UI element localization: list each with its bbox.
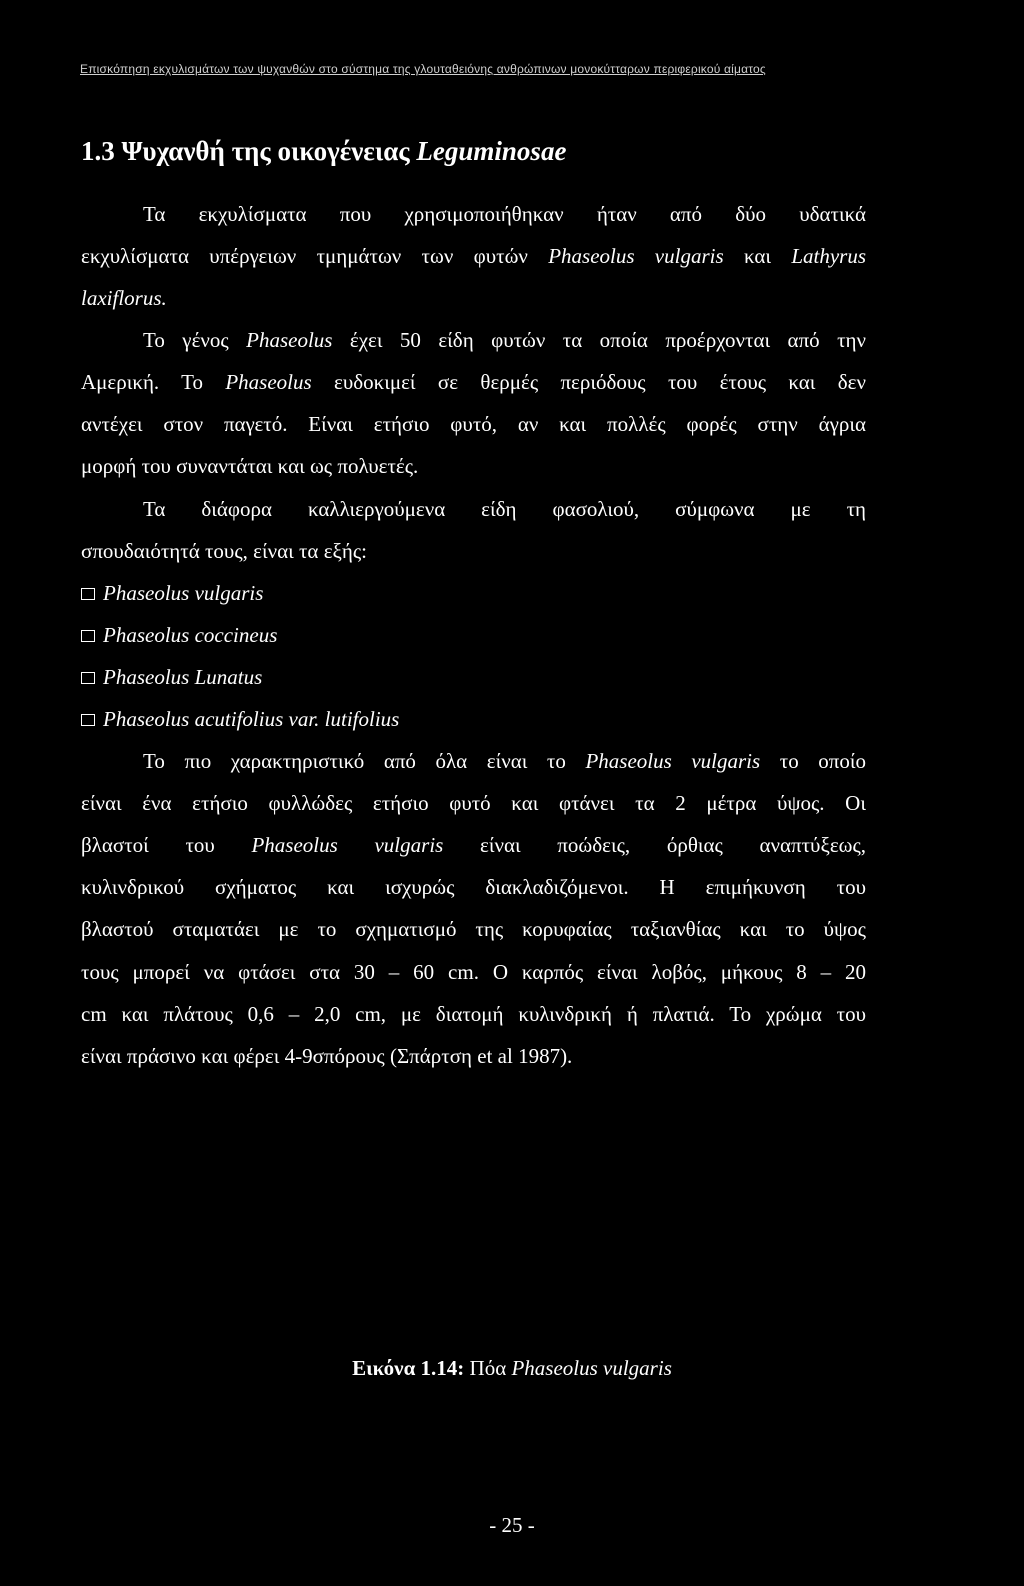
paragraph-4-line-6: τους μπορεί να φτάσει στα 30 – 60 cm. Ο καρπός είναι λοβός, μήκους 8 – 20 [81,960,866,984]
paragraph-1-line-1: Τα εκχυλίσματα που χρησιμοποιήθηκαν ήταν από δύο υδατικά [143,202,866,226]
running-header: Επισκόπηση εκχυλισμάτων των ψυχανθών στο σύστημα της γλουταθειόνης ανθρώπινων μονοκύτταρων περιφερικού αίματος [80,62,766,76]
text-span: Αμερική. Το [81,370,204,394]
species-name: Phaseolus vulgaris [548,244,724,268]
section-heading-family: Leguminosae [416,136,567,166]
paragraph-2-line-4: μορφή του συναντάται και ως πολυετές. [81,454,419,478]
section-heading-text: 1.3 Ψυχανθή της οικογένειας [81,136,410,166]
text-span: το οποίο [779,749,867,773]
text-span: εκχυλίσματα υπέργειων τμημάτων των φυτών [81,244,528,268]
text-span: Το πιο χαρακτηριστικό από όλα είναι το [143,749,566,773]
paragraph-2-line-1 [81,328,866,352]
paragraph-4-line-5: βλαστού σταματάει με το σχηματισμό της κορυφαίας ταξιανθίας και το ύψος [81,917,866,941]
paragraph-3-line-2: σπουδαιότητά τους, είναι τα εξής: [81,539,368,563]
text-span: είναι ποώδεις, όρθιας αναπτύξεως, [480,833,867,857]
paragraph-4-line-4: κυλινδρικού σχήματος και ισχυρώς διακλαδιζόμενοι. Η επιμήκυνση του [81,875,866,899]
caption-text: Πόα [469,1356,507,1380]
genus-name: Phaseolus [225,370,312,394]
figure-caption [0,1356,1024,1381]
species-name: Phaseolus coccineus [103,623,278,647]
paragraph-2-line-3: αντέχει στον παγετό. Είναι ετήσιο φυτό, αν και πολλές φορές στην άγρια [81,412,866,436]
paragraph-1-line-3 [81,286,866,310]
text-span: ευδοκιμεί σε θερμές περιόδους του έτους και δεν [334,370,866,394]
text-span: και [743,244,772,268]
species-list-item [81,581,866,605]
paragraph-4-line-7: cm και πλάτους 0,6 – 2,0 cm, με διατομή κυλινδρική ή πλατιά. Το χρώμα του [81,1002,866,1026]
caption-label: Εικόνα 1.14: [352,1356,465,1380]
paragraph-2-line-2 [81,370,866,394]
paragraph-3-line-1: Τα διάφορα καλλιεργούμενα είδη φασολιού, σύμφωνα με τη [143,497,866,521]
species-name: Phaseolus acutifolius var. lutifolius [103,707,400,731]
paragraph-4-line-2: είναι ένα ετήσιο φυλλώδες ετήσιο φυτό και φτάνει τα 2 μέτρα ύψος. Οι [81,791,866,815]
genus-name: Phaseolus [246,328,333,352]
checkbox-bullet-icon [81,714,95,726]
checkbox-bullet-icon [81,672,95,684]
paragraph-1-line-2 [81,244,866,268]
text-span: έχει 50 είδη φυτών τα οποία προέρχονται από την [349,328,867,352]
species-name: Phaseolus vulgaris [585,749,761,773]
text-span: Το γένος [143,328,229,352]
checkbox-bullet-icon [81,588,95,600]
species-name: Phaseolus vulgaris [251,833,444,857]
section-heading [81,136,566,167]
species-list-item [81,707,866,731]
paragraph-4-line-3 [81,833,866,857]
caption-species: Phaseolus vulgaris [511,1356,672,1380]
species-list-item [81,665,866,689]
species-name: Phaseolus Lunatus [103,665,263,689]
species-name: Lathyrus [791,244,866,268]
paragraph-4-line-8: είναι πράσινο και φέρει 4-9σπόρους (Σπάρτση et al 1987). [81,1044,573,1068]
species-name: Phaseolus vulgaris [103,581,264,605]
species-name: laxiflorus. [81,286,167,310]
species-list-item [81,623,866,647]
paragraph-4-line-1 [81,749,866,773]
checkbox-bullet-icon [81,630,95,642]
page-number: - 25 - [489,1513,535,1537]
text-span: βλαστοί του [81,833,215,857]
